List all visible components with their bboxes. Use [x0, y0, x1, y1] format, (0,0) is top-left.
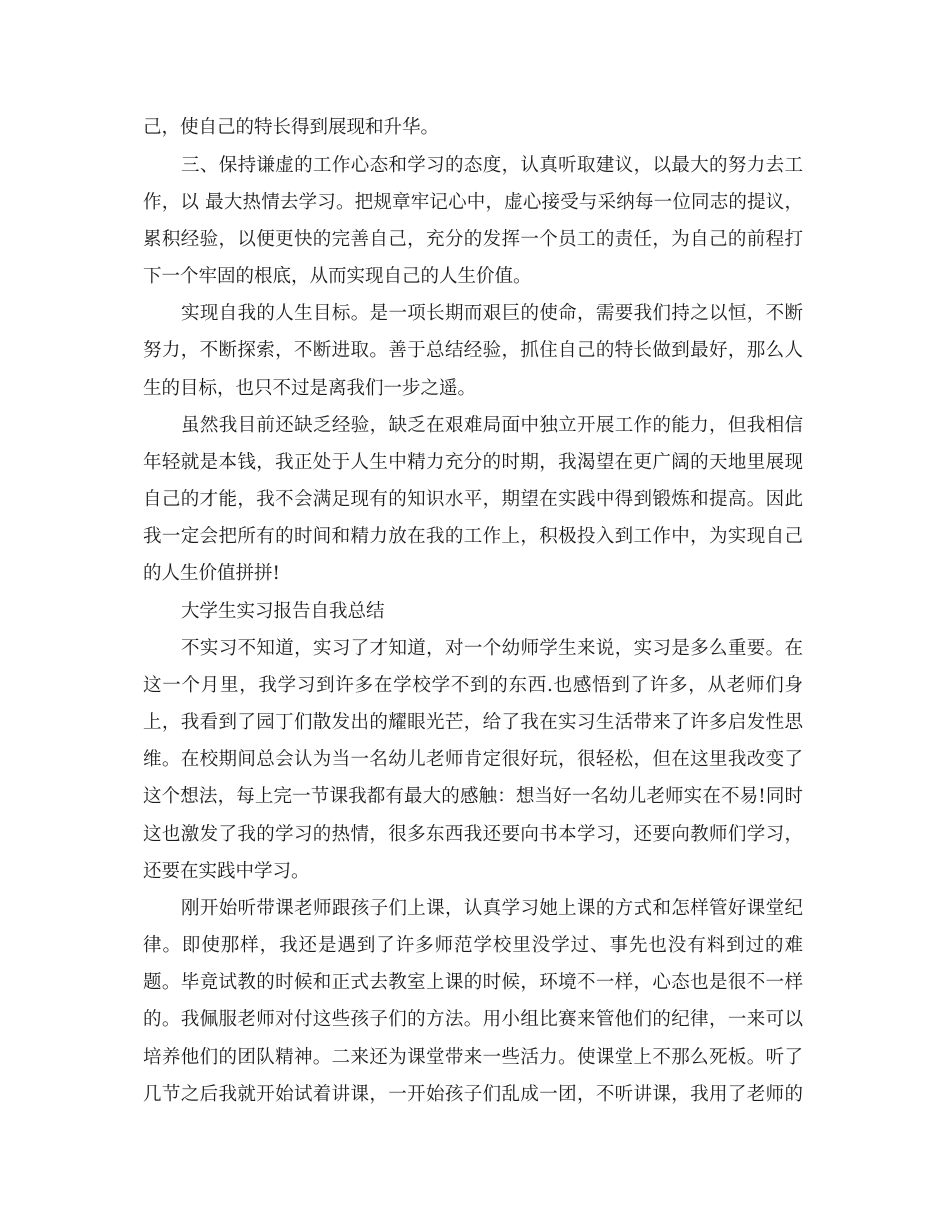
text-line: 的。我佩服老师对付这些孩子们的方法。用小组比赛来管他们的纪律，一来可以 — [143, 1009, 803, 1030]
text-line: 自己的才能，我不会满足现有的知识水平，期望在实践中得到锻炼和提高。因此 — [143, 489, 803, 510]
text-line: 几节之后我就开始试着讲课，一开始孩子们乱成一团，不听讲课，我用了老师的 — [143, 1084, 803, 1105]
text-line: 下一个牢固的根底，从而实现自己的人生价值。 — [143, 266, 532, 287]
paragraph-start-line: 虽然我目前还缺乏经验，缺乏在艰难局面中独立开展工作的能力，但我相信 — [181, 415, 803, 436]
text-line: 生的目标，也只不过是离我们一步之遥。 — [143, 378, 477, 399]
text-line: 这个想法，每上完一节课我都有最大的感触：想当好一名幼儿老师实在不易!同时 — [143, 786, 803, 807]
section-heading: 大学生实习报告自我总结 — [181, 601, 385, 622]
text-line: 年轻就是本钱，我正处于人生中精力充分的时期，我渴望在更广阔的天地里展现 — [143, 452, 803, 473]
text-line: 维。在校期间总会认为当一名幼儿老师肯定很好玩，很轻松，但在这里我改变了 — [143, 749, 803, 770]
paragraph-start-line: 实现自我的人生目标。是一项长期而艰巨的使命，需要我们持之以恒，不断 — [181, 303, 803, 324]
text-line: 努力，不断探索，不断进取。善于总结经验，抓住自己的特长做到最好，那么人 — [143, 340, 803, 361]
text-line: 己，使自己的特长得到展现和升华。 — [143, 117, 440, 138]
text-line: 培养他们的团队精神。二来还为课堂带来一些活力。使课堂上不那么死板。听了 — [143, 1047, 803, 1068]
paragraph-start-line: 三、保持谦虚的工作心态和学习的态度，认真听取建议，以最大的努力去工 — [181, 155, 803, 176]
text-line: 题。毕竟试教的时候和正式去教室上课的时候，环境不一样，心态也是很不一样 — [143, 972, 803, 993]
text-line: 上，我看到了园丁们散发出的耀眼光芒，给了我在实习生活带来了许多启发性思 — [143, 712, 803, 733]
text-line: 还要在实践中学习。 — [143, 861, 310, 882]
text-line: 作，以 最大热情去学习。把规章牢记心中，虚心接受与采纳每一位同志的提议， — [143, 192, 803, 213]
paragraph-start-line: 刚开始听带课老师跟孩子们上课，认真学习她上课的方式和怎样管好课堂纪 — [181, 898, 803, 919]
text-line: 律。即使那样，我还是遇到了许多师范学校里没学过、事先也没有料到过的难 — [143, 935, 803, 956]
text-line: 我一定会把所有的时间和精力放在我的工作上，积极投入到工作中，为实现自己 — [143, 526, 803, 547]
text-line: 这也激发了我的学习的热情，很多东西我还要向书本学习，还要向教师们学习， — [143, 824, 803, 845]
text-line: 累积经验，以便更快的完善自己，充分的发挥一个员工的责任，为自己的前程打 — [143, 229, 803, 250]
text-line: 的人生价值拼拼! — [143, 563, 280, 584]
paragraph-start-line: 不实习不知道，实习了才知道，对一个幼师学生来说，实习是多么重要。在 — [181, 638, 803, 659]
text-line: 这一个月里，我学习到许多在学校学不到的东西.也感悟到了许多，从老师们身 — [143, 675, 803, 696]
